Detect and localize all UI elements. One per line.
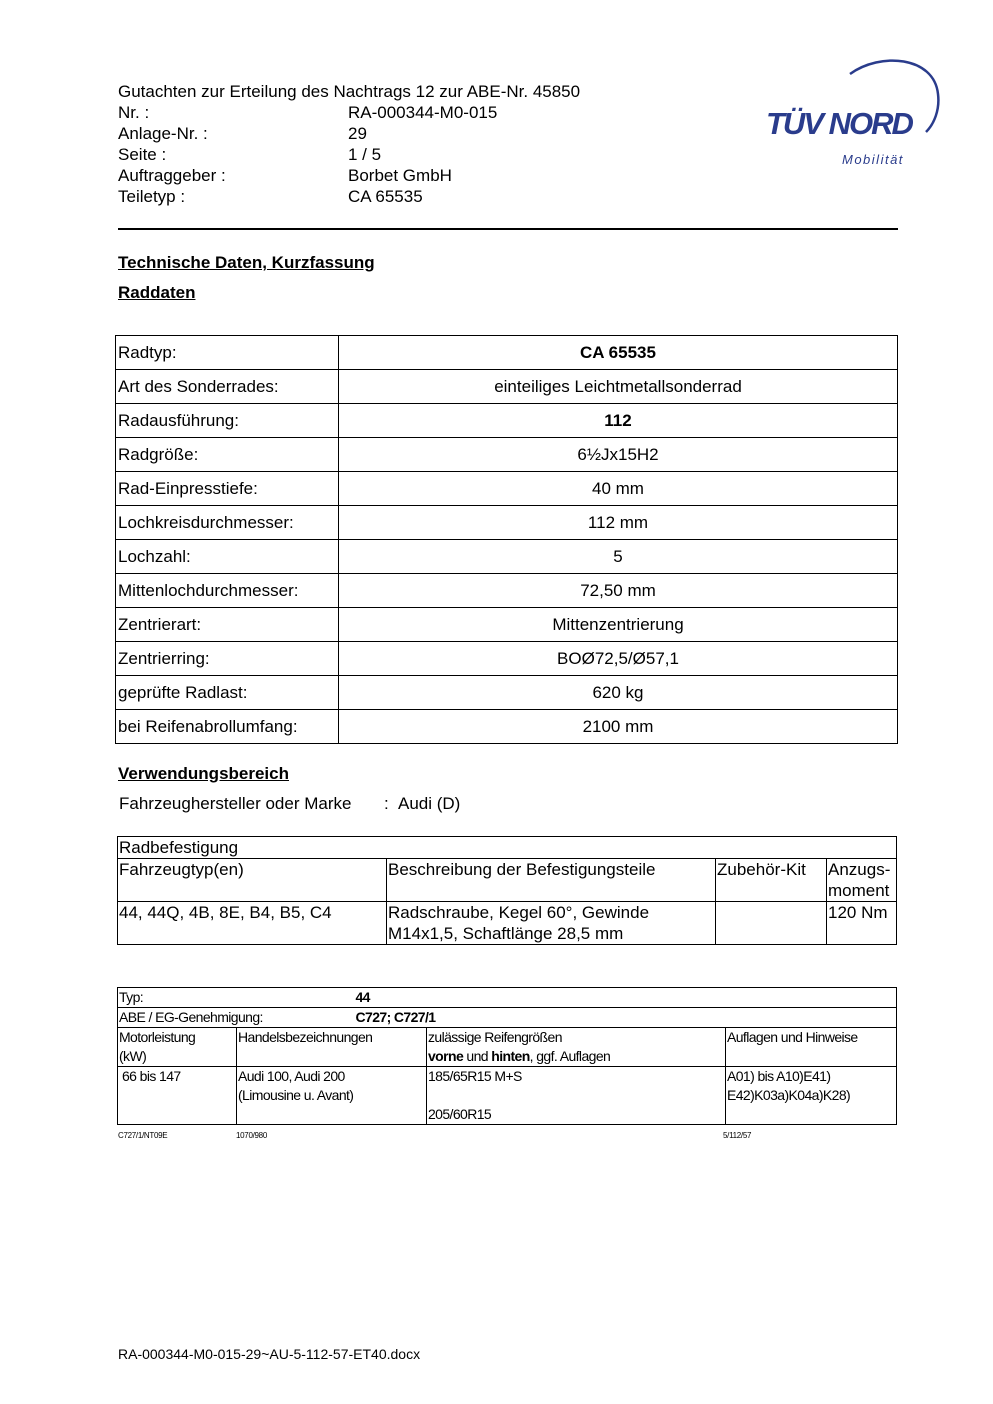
description-line: Radschraube, Kegel 60°, Gewinde bbox=[388, 903, 650, 922]
spec-value: einteiliges Leichtmetallsonderrad bbox=[339, 370, 898, 404]
spec-value: Mittenzentrierung bbox=[339, 608, 898, 642]
spec-label: Radgröße: bbox=[116, 438, 339, 472]
tyres-cell bbox=[427, 1067, 726, 1125]
abe-label: ABE / EG-Genehmigung: bbox=[119, 1009, 263, 1025]
column-header-moment bbox=[827, 859, 897, 902]
fastening-table bbox=[117, 836, 897, 945]
description-line: M14x1,5, Schaftlänge 28,5 mm bbox=[388, 924, 624, 943]
spec-label: Art des Sonderrades: bbox=[116, 370, 339, 404]
accessory-kit-cell bbox=[716, 902, 827, 945]
torque-cell: 120 Nm bbox=[827, 902, 897, 945]
header-line: Anzugs- bbox=[828, 860, 891, 879]
table-row bbox=[116, 472, 898, 506]
usage-line bbox=[118, 794, 461, 814]
header-field-label: Teiletyp : bbox=[118, 187, 186, 206]
spec-value: 6½Jx15H2 bbox=[339, 438, 898, 472]
spec-label: Zentrierart: bbox=[116, 608, 339, 642]
power-cell: 66 bis 147 bbox=[118, 1067, 237, 1125]
spec-value: CA 65535 bbox=[339, 336, 898, 370]
trade-line: Audi 100, Audi 200 bbox=[238, 1068, 345, 1084]
notes-line: E42)K03a)K04a)K28) bbox=[727, 1087, 851, 1103]
footer-filename: RA-000344-M0-015-29~AU-5-112-57-ET40.docx bbox=[118, 1346, 421, 1362]
tyre-size: 185/65R15 M+S bbox=[428, 1068, 522, 1084]
spec-label: Radausführung: bbox=[116, 404, 339, 438]
typ-label: Typ: bbox=[119, 989, 144, 1005]
spec-label: Radtyp: bbox=[116, 336, 339, 370]
table-row bbox=[118, 1067, 897, 1125]
table-row bbox=[118, 902, 897, 945]
spec-label: Zentrierring: bbox=[116, 642, 339, 676]
column-header: Zubehör-Kit bbox=[716, 859, 827, 902]
spec-label: Lochkreisdurchmesser: bbox=[116, 506, 339, 540]
spec-value: 5 bbox=[339, 540, 898, 574]
header-line: (kW) bbox=[119, 1048, 147, 1064]
table-row bbox=[116, 404, 898, 438]
header-field-auftraggeber bbox=[118, 165, 452, 186]
footnote-code: 5/112/57 bbox=[723, 1131, 752, 1140]
table-row bbox=[116, 574, 898, 608]
footnote-code: C727/1/NT09E bbox=[118, 1131, 168, 1140]
typ-row bbox=[118, 988, 897, 1008]
column-header-tyres bbox=[427, 1028, 726, 1067]
usage-colon: : bbox=[384, 794, 389, 813]
header-field-value: CA 65535 bbox=[348, 187, 423, 206]
spec-value: 112 mm bbox=[339, 506, 898, 540]
column-header: Fahrzeugtyp(en) bbox=[118, 859, 387, 902]
abe-row bbox=[118, 1008, 897, 1028]
header-field-label: Nr. : bbox=[118, 103, 150, 122]
footnote-code: 1070/980 bbox=[236, 1131, 267, 1140]
fastening-description-cell bbox=[387, 902, 716, 945]
header-field-seite bbox=[118, 144, 382, 165]
header-und: und bbox=[463, 1048, 492, 1064]
header-hinten: hinten bbox=[491, 1048, 530, 1064]
trade-names-cell bbox=[237, 1067, 427, 1125]
header-field-anlage bbox=[118, 123, 367, 144]
vehicle-types-cell: 44, 44Q, 4B, 8E, B4, B5, C4 bbox=[118, 902, 387, 945]
spec-value: 620 kg bbox=[339, 676, 898, 710]
notes-line: A01) bis A10)E41) bbox=[727, 1068, 831, 1084]
spec-value: 112 bbox=[339, 404, 898, 438]
table-row bbox=[116, 642, 898, 676]
column-header-notes: Auflagen und Hinweise bbox=[726, 1028, 897, 1067]
spec-value: 2100 mm bbox=[339, 710, 898, 744]
table-row bbox=[118, 1008, 897, 1028]
table-row bbox=[116, 336, 898, 370]
section-wheel-heading: Raddaten bbox=[118, 283, 196, 302]
vehicle-type-table bbox=[117, 987, 897, 1125]
section-technical-heading: Technische Daten, Kurzfassung bbox=[118, 253, 375, 272]
abe-value: C727; C727/1 bbox=[355, 1009, 436, 1025]
table-row bbox=[116, 370, 898, 404]
tyre-size: 205/60R15 bbox=[428, 1106, 492, 1122]
usage-make: Audi (D) bbox=[398, 794, 461, 813]
spec-label: geprüfte Radlast: bbox=[116, 676, 339, 710]
trade-line: (Limousine u. Avant) bbox=[238, 1087, 354, 1103]
table-row bbox=[118, 988, 897, 1008]
notes-cell bbox=[726, 1067, 897, 1125]
header-field-value: 29 bbox=[348, 124, 367, 143]
logo-brand-text: TÜV NORD bbox=[766, 106, 912, 141]
table-row bbox=[116, 710, 898, 744]
header-field-teiletyp bbox=[118, 186, 423, 207]
header-vorne: vorne bbox=[428, 1048, 464, 1064]
header-field-value: 1 / 5 bbox=[348, 145, 382, 164]
spec-label: Lochzahl: bbox=[116, 540, 339, 574]
spec-label: Mittenlochdurchmesser: bbox=[116, 574, 339, 608]
spec-value: 40 mm bbox=[339, 472, 898, 506]
header-field-nr bbox=[118, 102, 498, 123]
spec-value: BOØ72,5/Ø57,1 bbox=[339, 642, 898, 676]
header-field-label: Seite : bbox=[118, 145, 167, 164]
wheel-data-table bbox=[115, 335, 898, 744]
column-header: Beschreibung der Befestigungsteile bbox=[387, 859, 716, 902]
logo-sub-text: Mobilität bbox=[842, 152, 904, 167]
document-title: Gutachten zur Erteilung des Nachtrags 12 zur ABE-Nr. 45850 bbox=[118, 82, 581, 101]
header-line: Motorleistung bbox=[119, 1029, 196, 1045]
fastening-title: Radbefestigung bbox=[118, 837, 897, 859]
usage-label: Fahrzeughersteller oder Marke bbox=[119, 794, 352, 813]
header-line: zulässige Reifengrößen bbox=[428, 1029, 562, 1045]
logo-arc-icon bbox=[762, 58, 942, 170]
table-header-row bbox=[118, 1028, 897, 1067]
table-row bbox=[116, 540, 898, 574]
table-row bbox=[118, 837, 897, 859]
table-row bbox=[116, 506, 898, 540]
header-field-value: RA-000344-M0-015 bbox=[348, 103, 498, 122]
header-field-value: Borbet GmbH bbox=[348, 166, 452, 185]
spec-label: Rad-Einpresstiefe: bbox=[116, 472, 339, 506]
spec-value: 72,50 mm bbox=[339, 574, 898, 608]
section-usage-heading: Verwendungsbereich bbox=[118, 764, 289, 783]
header-field-label: Auftraggeber : bbox=[118, 166, 226, 185]
table-header-row bbox=[118, 859, 897, 902]
header-line bbox=[428, 1047, 724, 1066]
column-header-power bbox=[118, 1028, 237, 1067]
table-row bbox=[116, 608, 898, 642]
tuv-nord-logo bbox=[762, 58, 942, 170]
column-header-trade: Handelsbezeichnungen bbox=[237, 1028, 427, 1067]
header-rest: , ggf. Auflagen bbox=[529, 1048, 611, 1064]
table-row bbox=[116, 438, 898, 472]
typ-value: 44 bbox=[355, 989, 370, 1005]
header-divider bbox=[118, 228, 898, 230]
header-field-label: Anlage-Nr. : bbox=[118, 124, 208, 143]
header-line: moment bbox=[828, 881, 890, 900]
spec-label: bei Reifenabrollumfang: bbox=[116, 710, 339, 744]
table-row bbox=[116, 676, 898, 710]
